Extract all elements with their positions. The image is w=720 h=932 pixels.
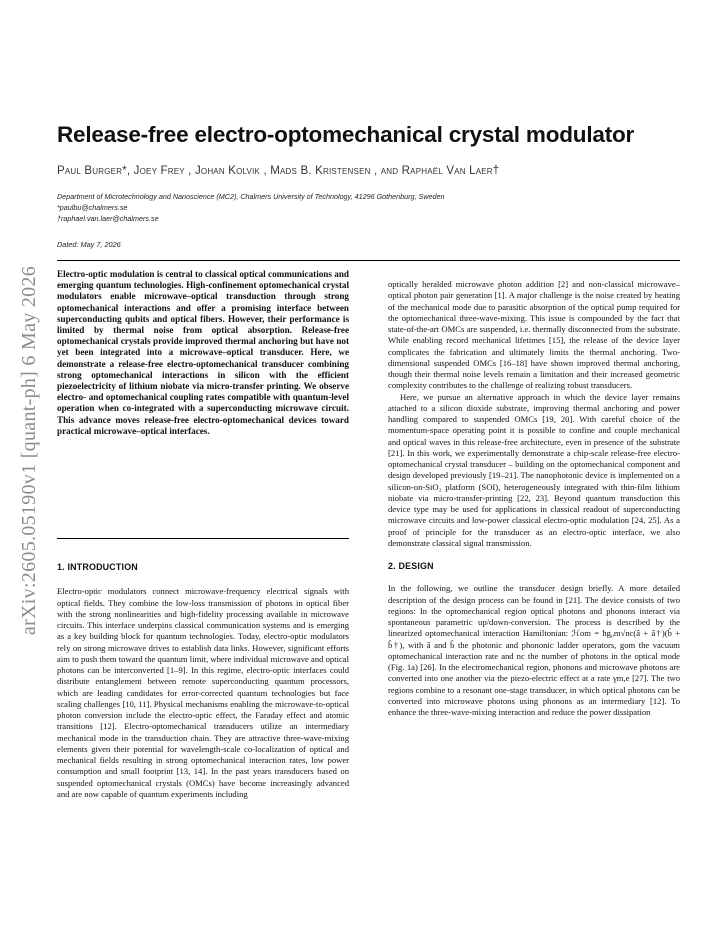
abstract-rule	[57, 538, 349, 539]
author-list: Paul Burger*, Joey Frey , Johan Kolvik , Mads B. Kristensen , and Raphaël Van Laer†	[57, 165, 500, 177]
top-rule	[57, 260, 680, 261]
email-line: †raphael.van.laer@chalmers.se	[57, 214, 159, 223]
intro-paragraph: Electro-optic modulators connect microwave-frequency electrical signals with optical fields. They combine the low-loss transmission of photons in optical fiber with the strong nonlinearities and high-fidelity processing available in microwave circuits. This interface underpins classical communication systems and is emerging as a key building block for quantum technologies. Today, electro-optic modulators rely on strong microwave drives to establish data links. However, significant efforts aim to push them toward the quantum limit, where individual microwave and optical photons can be interconverted [1–9]. In this regime, electro-optic interfaces could distribute entanglement between remote superconducting quantum processors, which are leading candidates for error-corrected quantum technologies but face scaling challenges [10, 11]. Physical mechanisms enabling the microwave-to-optical photon conversion include the electro-optic effect, the Faraday effect and atomic transitions [12]. Electro-optomechanical transducers utilize an intermediary mechanical mode in the transduction chain. They are attractive three-wave-mixing elements given their potential for wavelength-scale co-localization of optical and mechanical fields resulting in strong optomechanical interaction rates, low power consumption and small footprint [13, 14]. In the past years transducers based on suspended optomechanical crystals (OMCs) have become increasingly advanced and are now capable of quantum experiments including	[57, 586, 349, 799]
affiliation-line: Department of Microtechnology and Nanoscience (MC2), Chalmers University of Technology, 41296 Gothenburg, Sweden	[57, 192, 445, 201]
right-column	[388, 279, 680, 718]
introduction-section	[57, 562, 349, 800]
section-heading: 2. DESIGN	[388, 561, 434, 571]
right-paragraph: Here, we pursue an alternative approach in which the device layer remains attached to a silicon dioxide substrate, improving thermal anchoring and power handling compared to suspended OMCs [19, 20]. With careful choice of the momentum-space operating point it is possible to confine and couple mechanical and optical waves in this release-free architecture, even in presence of the substrate [21]. In this work, we experimentally demonstrate a chip-scale release-free electro-optomechanical crystal transducer – building on the optomechanical component and design developed previously [19–21]. The nanophotonic device is implemented on a silicon-on-SiO₂ platform (SOI), heterogeneously integrated with thin-film lithium niobate via micro-transfer-printing [22, 23]. Beyond quantum transduction this device type may be used for applications in classical readout of superconducting microwave circuits and low-power classical electro-optic modulation [24, 25]. As a proof of principle for the transducer as an electro-optic interface, we also demonstrate classical signal transmission.	[388, 391, 680, 548]
design-paragraph: In the following, we outline the transducer design briefly. A more detailed description of the design process can be found in [21]. The device consists of two regions: In the optomechanical region optical photons and phonons interact via spontaneous parametric up/down-conversion. The process is described by the linearized optomechanical interaction Hamiltonian: ℋom = ħg₀m√nc(â + â†)(b̂ + b̂†), with â and b̂ the photonic and phononic ladder operators, gom the vacuum optomechanical interaction rate and nc the number of photons in the optical mode (Fig. 1a) [26]. In the electromechanical region, phonons and microwave photons are converted into one another via the piezo-electric effect at a rate γm,e [27]. The two regions combine to a resonant one-stage transducer, in which optical photons can be converted into microwave photons using phonons as an intermediary [12]. To enhance the three-wave-mixing interaction and reduce the power dissipation	[388, 583, 680, 717]
right-paragraph: optically heralded microwave photon addition [2] and non-classical microwave–optical photon pair generation [1]. A major challenge is the noise created by heating of the mechanical mode due to parasitic absorption of the optical pump required for the optomechanical three-wave-mixing. This issue is compounded by the fact that state-of-the-art OMCs are suspended, i.e. thermally disconnected from the substrate. While enabling record mechanical lifetimes [15], the release of the device layer complicates the fabrication and ultimately limits the thermal anchoring. Two-dimensional suspended OMCs [16–18] have shown improved thermal anchoring, though their thermal noise levels remain a limitation and their increased geometric complexity contributes to the challenge of realizing robust transducers.	[388, 279, 680, 391]
affiliation-block	[57, 191, 677, 224]
paper-title: Release-free electro-optomechanical crystal modulator	[57, 122, 635, 147]
section-heading: 1. INTRODUCTION	[57, 562, 138, 572]
date-line: Dated: May 7, 2026	[57, 240, 121, 249]
arxiv-stamp: arXiv:2605.05190v1 [quant-ph] 6 May 2026	[18, 265, 41, 635]
email-line: *paulbu@chalmers.se	[57, 203, 128, 212]
abstract: Electro-optic modulation is central to classical optical communications and emerging quantum technologies. High-confinement optomechanical crystal modulators enable microwave–optical transduction through strong optomechanical interactions and offer a promising interface between superconducting qubits and optical fibers. However, their performance is limited by thermal noise from optical absorption. Release-free optomechanical crystals provide improved thermal anchoring but have not yet been integrated into a microwave–optical transducer. Here, we demonstrate a release-free electro-optomechanical transducer combining strong optomechanical interactions in silicon with the efficient piezoelectricity of lithium niobate via micro-transfer printing. We observe electro- and optomechanical coupling rates compatible with quantum-level operation when co-integrated with a superconducting microwave circuit. This advance moves release-free electro-optomechanical devices toward practical microwave–optical interfaces.	[57, 269, 349, 436]
